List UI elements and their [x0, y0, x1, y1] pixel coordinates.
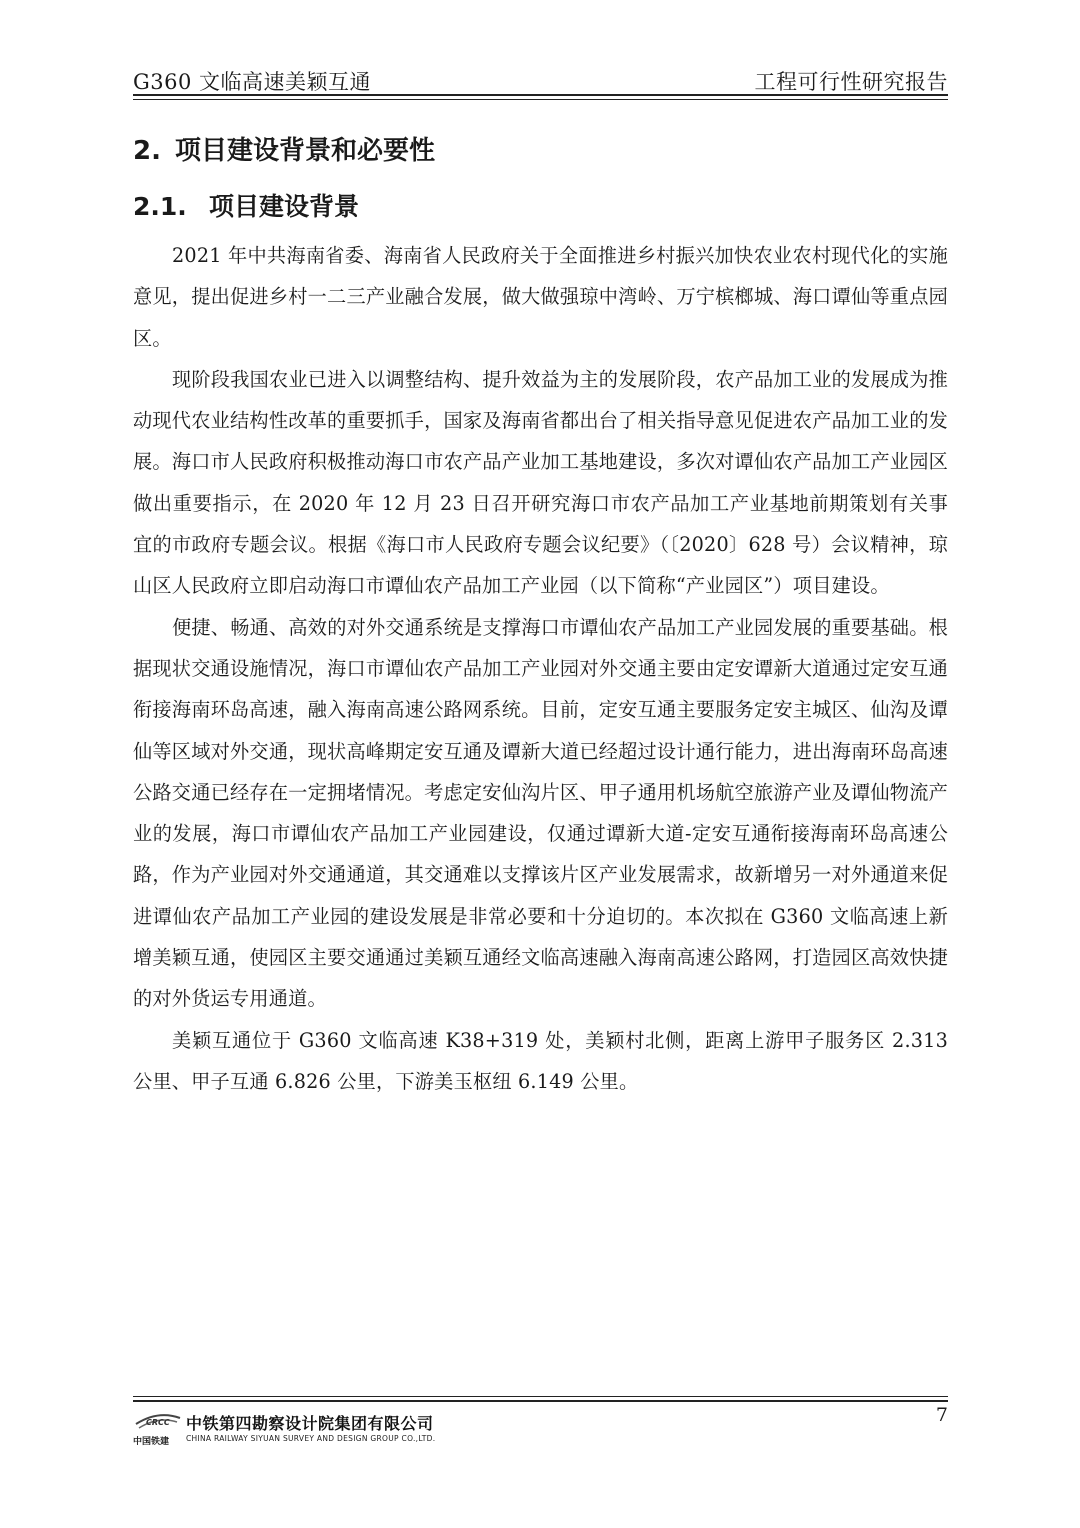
page-number: 7 — [935, 1404, 948, 1426]
header-rule-thin — [133, 99, 948, 100]
page-header — [133, 58, 948, 96]
section-heading — [133, 130, 435, 167]
subsection-number: 2.1. — [133, 192, 187, 221]
footer-rule-thick — [133, 1400, 948, 1402]
svg-text:CRCC: CRCC — [146, 1418, 170, 1427]
body-text — [133, 235, 948, 1102]
company-name-en: CHINA RAILWAY SIYUAN SURVEY AND DESIGN GROUP CO.,LTD. — [186, 1434, 436, 1443]
paragraph-3: 便捷、畅通、高效的对外交通系统是支撑海口市谭仙农产品加工产业园发展的重要基础。根据现状交通设施情况，海口市谭仙农产品加工产业园对外交通主要由定安谭新大道通过定安互通衔接海南环岛高速，融入海南高速公路网系统。目前，定安互通主要服务定安主城区、仙沟及谭仙等区域对外交通，现状高峰期定安互通及谭新大道已经超过设计通行能力，进出海南环岛高速公路交通已经存在一定拥堵情况。考虑定安仙沟片区、甲子通用机场航空旅游产业及谭仙物流产业的发展，海口市谭仙农产品加工产业园建设，仅通过谭新大道-定安互通衔接海南环岛高速公路，作为产业园对外交通通道，其交通难以支撑该片区产业发展需求，故新增另一对外通道来促进谭仙农产品加工产业园的建设发展是非常必要和十分迫切的。本次拟在 G360 文临高速上新增美颖互通，使园区主要交通通过美颖互通经文临高速融入海南高速公路网，打造园区高效快捷的对外货运专用通道。 — [133, 615, 948, 1011]
company-name-cn: 中铁第四勘察设计院集团有限公司 — [186, 1414, 434, 1433]
paragraph-2: 现阶段我国农业已进入以调整结构、提升效益为主的发展阶段，农产品加工业的发展成为推动现代农业结构性改革的重要抓手，国家及海南省都出台了相关指导意见促进农产品加工业的发展。海口市人民政府积极推动海口市农产品产业加工基地建设，多次对谭仙农产品加工产业园区做出重要指示，在 2020 年 12 月 23 日召开研究海口市农产品加工产业基地前期策划有关事宜的市政府专题会议。根据《海口市人民政府专题会议纪要》（〔2020〕628 号）会议精神，琼山区人民政府立即启动海口市谭仙农产品加工产业园（以下简称“产业园区”）项目建设。 — [133, 367, 948, 598]
section-title: 项目建设背景和必要性 — [174, 136, 435, 166]
footer-rule-thin — [133, 1396, 948, 1397]
header-document-title: G360 文临高速美颖互通 — [133, 70, 372, 94]
header-report-type: 工程可行性研究报告 — [754, 70, 948, 94]
section-number: 2. — [133, 136, 161, 166]
subsection-heading — [133, 187, 359, 223]
logo-text: 中国铁建 — [133, 1437, 170, 1447]
paragraph-4: 美颖互通位于 G360 文临高速 K38+319 处，美颖村北侧，距离上游甲子服务区 2.313 公里、甲子互通 6.826 公里，下游美玉枢纽 6.149 公里。 — [133, 1028, 948, 1093]
subsection-title: 项目建设背景 — [209, 192, 360, 221]
paragraph-1: 2021 年中共海南省委、海南省人民政府关于全面推进乡村振兴加快农业农村现代化的实施意见，提出促进乡村一二三产业融合发展，做大做强琼中湾岭、万宁槟榔城、海口谭仙等重点园区。 — [133, 244, 948, 350]
header-rule-thick — [133, 94, 948, 96]
